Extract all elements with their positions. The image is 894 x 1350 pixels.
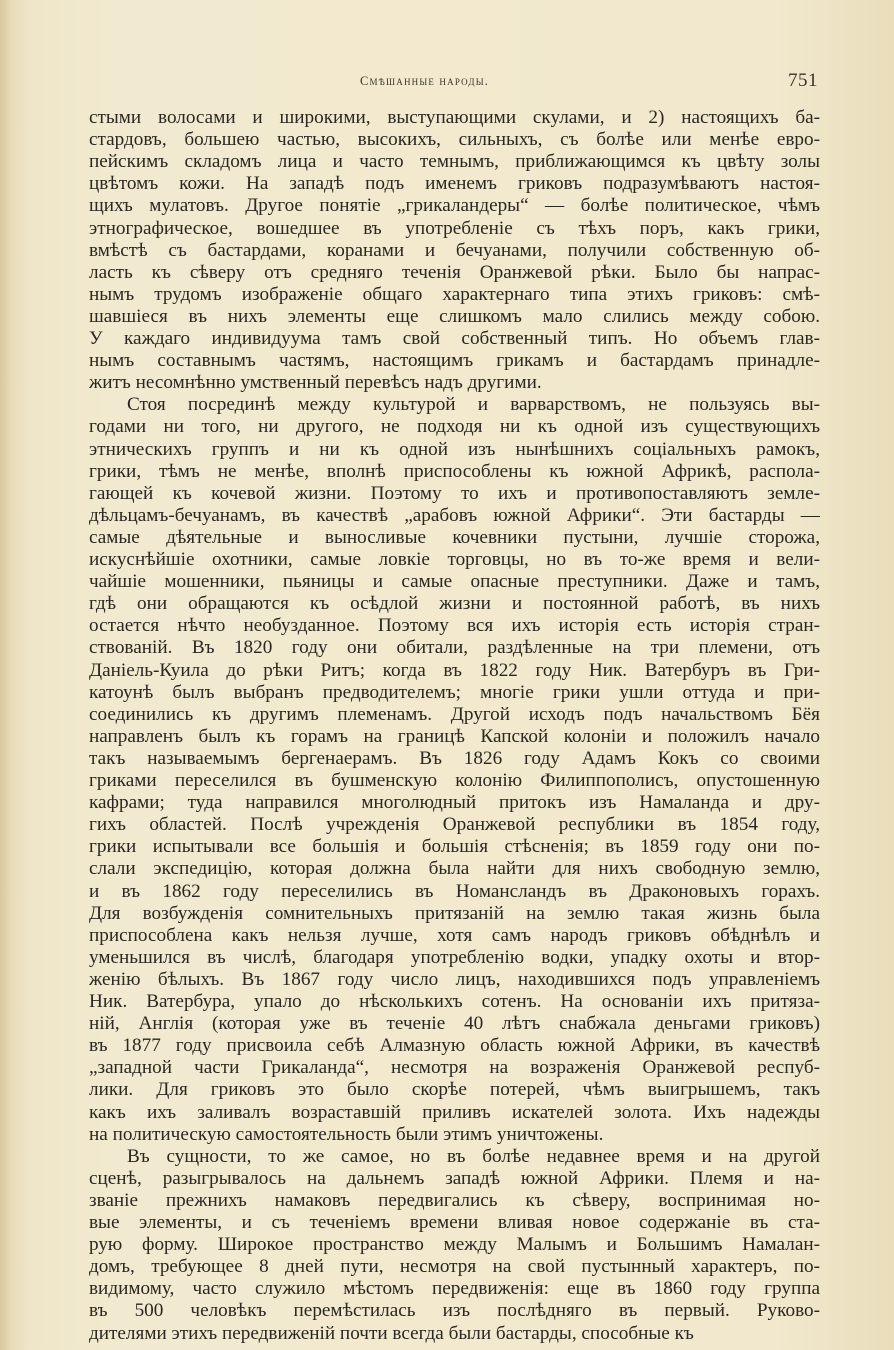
- text-line: и въ 1862 году переселились въ Номансландъ въ Драконовыхъ горахъ.: [89, 881, 820, 902]
- text-line: чайшіе мошенники, пьяницы и самые опасные преступники. Даже и тамъ,: [89, 571, 820, 592]
- text-line: приспособлена какъ нельзя лучше, хотя самъ народъ гриковъ обѣднѣлъ и: [89, 925, 820, 946]
- text-line: катоунѣ былъ выбранъ предводителемъ; многіе грики ушли оттуда и при-: [89, 682, 820, 703]
- text-line: шавшіеся въ нихъ элементы еще слишкомъ мало слились между собою.: [89, 306, 820, 327]
- text-line: домъ, требующее 8 дней пути, несмотря на свой пустынный характеръ, по-: [89, 1256, 820, 1277]
- text-line: нымъ трудомъ изображеніе общаго характернаго типа этихъ гриковъ: смѣ-: [89, 284, 820, 305]
- text-line: этническихъ группъ и ни къ одной изъ нынѣшнихъ соціальныхъ рамокъ,: [89, 439, 820, 460]
- text-line: остается нѣчто необузданное. Поэтому вся ихъ исторія есть исторія стран-: [89, 615, 820, 636]
- text-line: нымъ составнымъ частямъ, настоящимъ грикамъ и бастардамъ принадле-: [89, 350, 820, 371]
- text-line: дителями этихъ передвиженій почти всегда были бастарды, способные къ: [89, 1323, 694, 1344]
- text-line: стардовъ, большею частью, высокихъ, сильныхъ, съ болѣе или менѣе евро-: [89, 129, 820, 150]
- text-line: званіе прежнихъ намаковъ передвигались къ сѣверу, воспринимая но-: [89, 1190, 820, 1211]
- page-gutter-shadow: [0, 0, 10, 1350]
- running-title: Смѣшанные народы.: [360, 74, 490, 88]
- text-line: лики. Для гриковъ это было скорѣе потерей, чѣмъ выигрышемъ, такъ: [89, 1079, 820, 1100]
- text-line: соединились къ другимъ племенамъ. Другой исходъ подъ начальствомъ Бёя: [89, 704, 820, 725]
- text-line: искуснѣйшіе охотники, самые ловкіе торговцы, но въ то-же время и вели-: [89, 549, 820, 570]
- text-line: гриками переселился въ бушменскую колонію Филиппополисъ, опустошенную: [89, 770, 820, 791]
- text-line: ствованій. Въ 1820 году они обитали, раздѣленные на три племени, отъ: [89, 637, 820, 658]
- text-line: женію бѣлыхъ. Въ 1867 году число лицъ, находившихся подъ управленіемъ: [89, 969, 820, 990]
- text-line: гдѣ они обращаются къ осѣдлой жизни и постоянной работѣ, въ нихъ: [89, 593, 820, 614]
- text-line: грики, тѣмъ не менѣе, вполнѣ приспособлены къ южной Африкѣ, распола-: [89, 461, 820, 482]
- text-line: въ 500 человѣкъ перемѣстилась изъ послѣдняго въ первый. Руково-: [89, 1300, 820, 1321]
- text-line: „западной части Грикаланда“, несмотря на возраженія Оранжевой респуб-: [89, 1057, 820, 1078]
- text-line: вмѣстѣ съ бастардами, коранами и бечуанами, получили собственную об-: [89, 240, 820, 261]
- text-line: грики испытывали все большія и большія стѣсненія; въ 1859 году они по-: [89, 836, 820, 857]
- text-line: рую форму. Широкое пространство между Малымъ и Большимъ Намалан-: [89, 1234, 820, 1255]
- text-line: ласть къ сѣверу отъ средняго теченія Оранжевой рѣки. Было бы напрас-: [89, 262, 820, 283]
- running-head: [0, 70, 894, 96]
- text-line: такъ называемымъ бергенаерамъ. Въ 1826 году Адамъ Кокъ со своими: [89, 748, 820, 769]
- text-line: Для возбужденія сомнительныхъ притязаній на землю такая жизнь была: [89, 903, 820, 924]
- text-line: сценѣ, разыгрывалось на дальнемъ западѣ южной Африки. Племя и на-: [89, 1168, 820, 1189]
- text-line: щихъ мулатовъ. Другое понятіе „грикаландеры“ — болѣе политическое, чѣмъ: [89, 195, 820, 216]
- text-line: кафрами; туда направился многолюдный притокъ изъ Намаланда и дру-: [89, 792, 820, 813]
- text-line: стыми волосами и широкими, выступающими скулами, и 2) настоящихъ ба-: [89, 107, 820, 128]
- text-line: на политическую самостоятельность были этимъ уничтожены.: [89, 1124, 604, 1145]
- text-line: пейскимъ складомъ лица и часто темнымъ, приближающимся къ цвѣту золы: [89, 151, 820, 172]
- text-line: какъ ихъ заливалъ возраставшій приливъ искателей золота. Ихъ надежды: [89, 1102, 820, 1123]
- text-line: годами ни того, ни другого, не подходя ни къ одной изъ существующихъ: [89, 416, 820, 437]
- text-line: Стоя посрединѣ между культурой и варварствомъ, не пользуясь вы-: [127, 394, 820, 415]
- text-line: слали экспедицію, которая должна была найти для нихъ свободную землю,: [89, 858, 820, 879]
- text-line: ній, Англія (которая уже въ теченіе 40 лѣтъ снабжала деньгами гриковъ): [89, 1013, 820, 1034]
- text-line: видимому, часто служило мѣстомъ передвиженія: еще въ 1860 году группа: [89, 1278, 820, 1299]
- text-line: дѣльцамъ-бечуанамъ, въ качествѣ „арабовъ южной Африки“. Эти бастарды —: [89, 505, 820, 526]
- text-line: уменьшился въ числѣ, благодаря употребленію водки, упадку охоты и втор-: [89, 947, 820, 968]
- text-line: цвѣтомъ кожи. На западѣ подъ именемъ гриковъ подразумѣваютъ настоя-: [89, 173, 820, 194]
- text-line: Въ сущности, то же самое, но въ болѣе недавнее время и на другой: [127, 1146, 820, 1167]
- text-line: У каждаго индивидуума тамъ свой собственный типъ. Но объемъ глав-: [89, 328, 820, 349]
- text-line: направленъ былъ къ горамъ на границѣ Капской колоніи и положилъ начало: [89, 726, 820, 747]
- text-line: вые элементы, и съ теченіемъ времени вливая новое содержаніе въ ста-: [89, 1212, 820, 1233]
- text-line: самые дѣятельные и выносливые кочевники пустыни, лучшіе сторожа,: [89, 527, 820, 548]
- text-line: гихъ областей. Послѣ учрежденія Оранжевой республики въ 1854 году,: [89, 814, 820, 835]
- text-line: въ 1877 году присвоила себѣ Алмазную область южной Африки, въ качествѣ: [89, 1035, 820, 1056]
- text-line: Ник. Ватербура, упало до нѣсколькихъ сотенъ. На основаніи ихъ притяза-: [89, 991, 820, 1012]
- text-line: Даніель-Куила до рѣки Ритъ; когда въ 1822 году Ник. Ватербуръ въ Гри-: [89, 660, 820, 681]
- text-line: этнографическое, вошедшее въ употребленіе съ тѣхъ поръ, какъ грики,: [89, 218, 820, 239]
- page-number: 751: [788, 70, 818, 91]
- text-line: гающей къ кочевой жизни. Поэтому то ихъ и противопоставляютъ земле-: [89, 483, 820, 504]
- text-line: житъ несомнѣнно умственный перевѣсъ надъ другими.: [89, 372, 542, 393]
